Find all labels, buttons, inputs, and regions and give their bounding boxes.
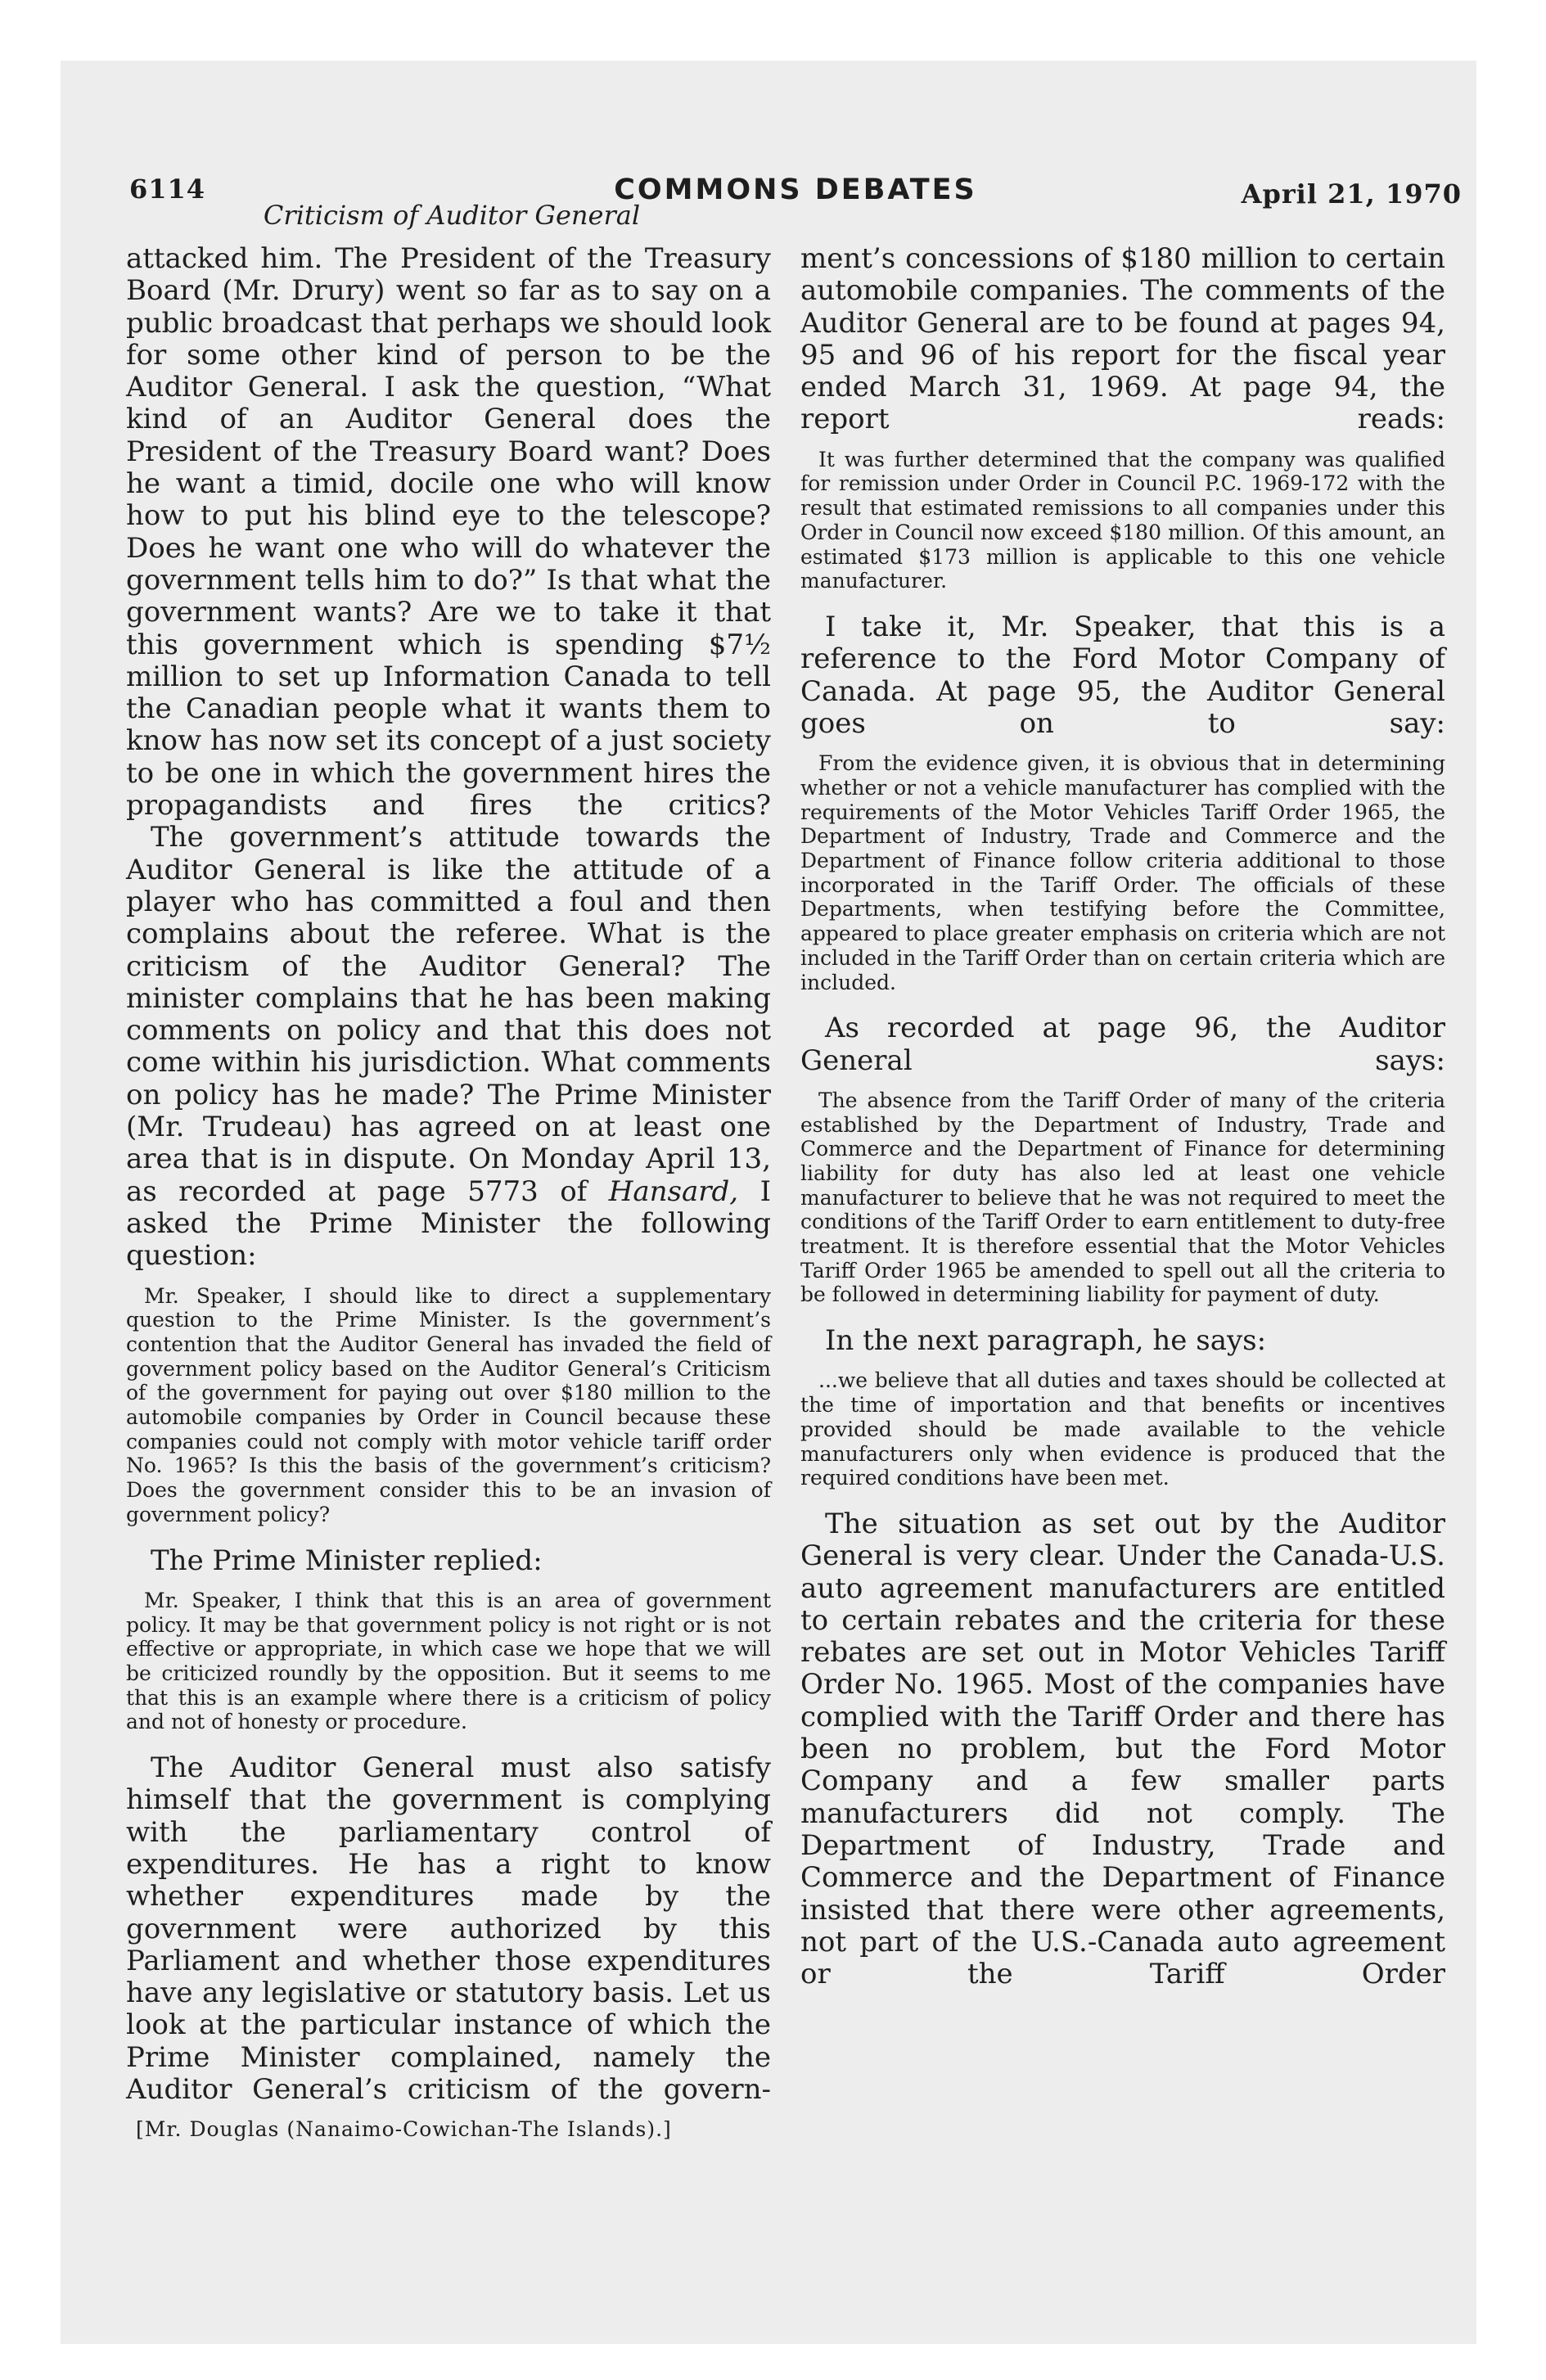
paragraph: The situation as set out by the Auditor General is very clear. Under the Canada-U.S. auto agreement manufacturers are entitled to certain rebates and the criteria for these rebates are set out in Motor Vehicles Tariff Order No. 1965. Most of the companies have complied with the Tariff Order and there has been no problem, but the Ford Motor Company and a few smaller parts manufacturers did not comply. The Department of Industry, Trade and Commerce and the Department of Finance insisted that there were other agreements, not part of the U.S.-Canada auto agreement or the Tariff Order <box>800 1507 1445 1991</box>
publication-name: Hansard, <box>608 1174 739 1208</box>
page-number: 6114 <box>129 174 206 205</box>
right-column <box>800 243 1445 1990</box>
paragraph: attacked him. The President of the Treasury Board (Mr. Drury) went so far as to say on a public broadcast that perhaps we should look for some other kind of person to be the Auditor General. I ask the question, “What kind of an Auditor General does the President of the Treasury Board want? Does he want a timid, docile one who will know how to put his blind eye to the telescope? Does he want one who will do whatever the government tells him to do?” Is that what the government wants? Are we to take it that this government which is spending $7½ million to set up Information Canada to tell the Canadian people what it wants them to know has now set its concept of a just society to be one in which the government hires the propagandists and fires the critics? <box>126 242 771 823</box>
paragraph: As recorded at page 96, the Auditor General says: <box>800 1012 1445 1077</box>
block-quote: Mr. Speaker, I think that this is an area of government policy. It may be that government policy is not right or is not effective or appropriate, in which case we hope that we will be criticized roundly by the opposition. But it seems to me that this is an example where there is a criticism of policy and not of honesty or procedure. <box>126 1588 771 1734</box>
section-title: Criticism of Auditor General <box>263 200 641 231</box>
paragraph: ment’s concessions of $180 million to certain automobile companies. The comments of the Auditor General are to be found at pages 94, 95 and 96 of his report for the fiscal year ended March 31, 1969. At page 94, the report reads: <box>800 242 1445 436</box>
paragraph-text: I asked the Prime Minister the following question: <box>126 1174 772 1273</box>
paragraph: The Prime Minister replied: <box>151 1544 543 1577</box>
paragraph: The Auditor General must also satisfy himself that the government is complying with the parliamentary control of expenditures. He has a right to know whether expenditures made by the government were authorized by this Parliament and whether those expenditures have any legislative or statutory basis. Let us look at the particular instance of which the Prime Minister complained, namely the Auditor General’s criticism of the govern- <box>126 1751 771 2107</box>
journal-title: COMMONS DEBATES <box>614 174 977 206</box>
paragraph: I take it, Mr. Speaker, that this is a reference to the Ford Motor Company of Canada. At page 95, the Auditor General goes on to say: <box>800 611 1445 740</box>
block-quote: The absence from the Tariff Order of many of the criteria established by the Department of Industry, Trade and Commerce and the Department of Finance for determining liability for duty has also led at least one vehicle manufacturer to believe that he was not required to meet the conditions of the Tariff Order to earn entitlement to duty-free treatment. It is therefore essential that the Motor Vehicles Tariff Order 1965 be amended to spell out all the criteria to be followed in determining liability for payment of duty. <box>800 1088 1445 1307</box>
paragraph <box>126 822 771 1272</box>
speaker-attribution: [Mr. Douglas (Nanaimo-Cowichan-The Islands).] <box>136 2117 672 2142</box>
paragraph: In the next paragraph, he says: <box>825 1324 1267 1358</box>
block-quote: It was further determined that the company was qualified for remission under Order in Council P.C. 1969-172 with the result that estimated remissions to all companies under this Order in Council now exceed $180 million. Of this amount, an estimated $173 million is applicable to this one vehicle manufacturer. <box>800 447 1445 593</box>
block-quote: From the evidence given, it is obvious that in determining whether or not a vehicle manufacturer has complied with the requirements of the Motor Vehicles Tariff Order 1965, the Department of Industry, Trade and Commerce and the Department of Finance follow criteria additional to those incorporated in the Tariff Order. The officials of these Departments, when testifying before the Committee, appeared to place greater emphasis on criteria which are not included in the Tariff Order than on certain criteria which are included. <box>800 751 1445 994</box>
block-quote: Mr. Speaker, I should like to direct a supplementary question to the Prime Minister. Is the government’s contention that the Auditor General has invaded the field of government policy based on the Auditor General’s Criticism of the government for paying out over $180 million to the automobile companies by Order in Council because these companies could not comply with motor vehicle tariff order No. 1965? Is this the basis of the government’s criticism? Does the government consider this to be an invasion of government policy? <box>126 1283 771 1526</box>
block-quote: ...we believe that all duties and taxes should be collected at the time of importation and that benefits or incentives provided should be made available to the vehicle manufacturers only when evidence is produced that the required conditions have been met. <box>800 1368 1445 1490</box>
header-date: April 21, 1970 <box>1241 178 1462 210</box>
left-column <box>126 243 771 2142</box>
paragraph-text: The government’s attitude towards the Auditor General is like the attitude of a player who has committed a foul and then complains about the referee. What is the criticism of the Auditor General? The minister complains that he has been making comments on policy and that this does not come within his jurisdiction. What comments on policy has he made? The Prime Minister (Mr. Trudeau) has agreed on at least one area that is in dispute. On Monday April 13, as recorded at page 5773 of <box>126 821 771 1208</box>
